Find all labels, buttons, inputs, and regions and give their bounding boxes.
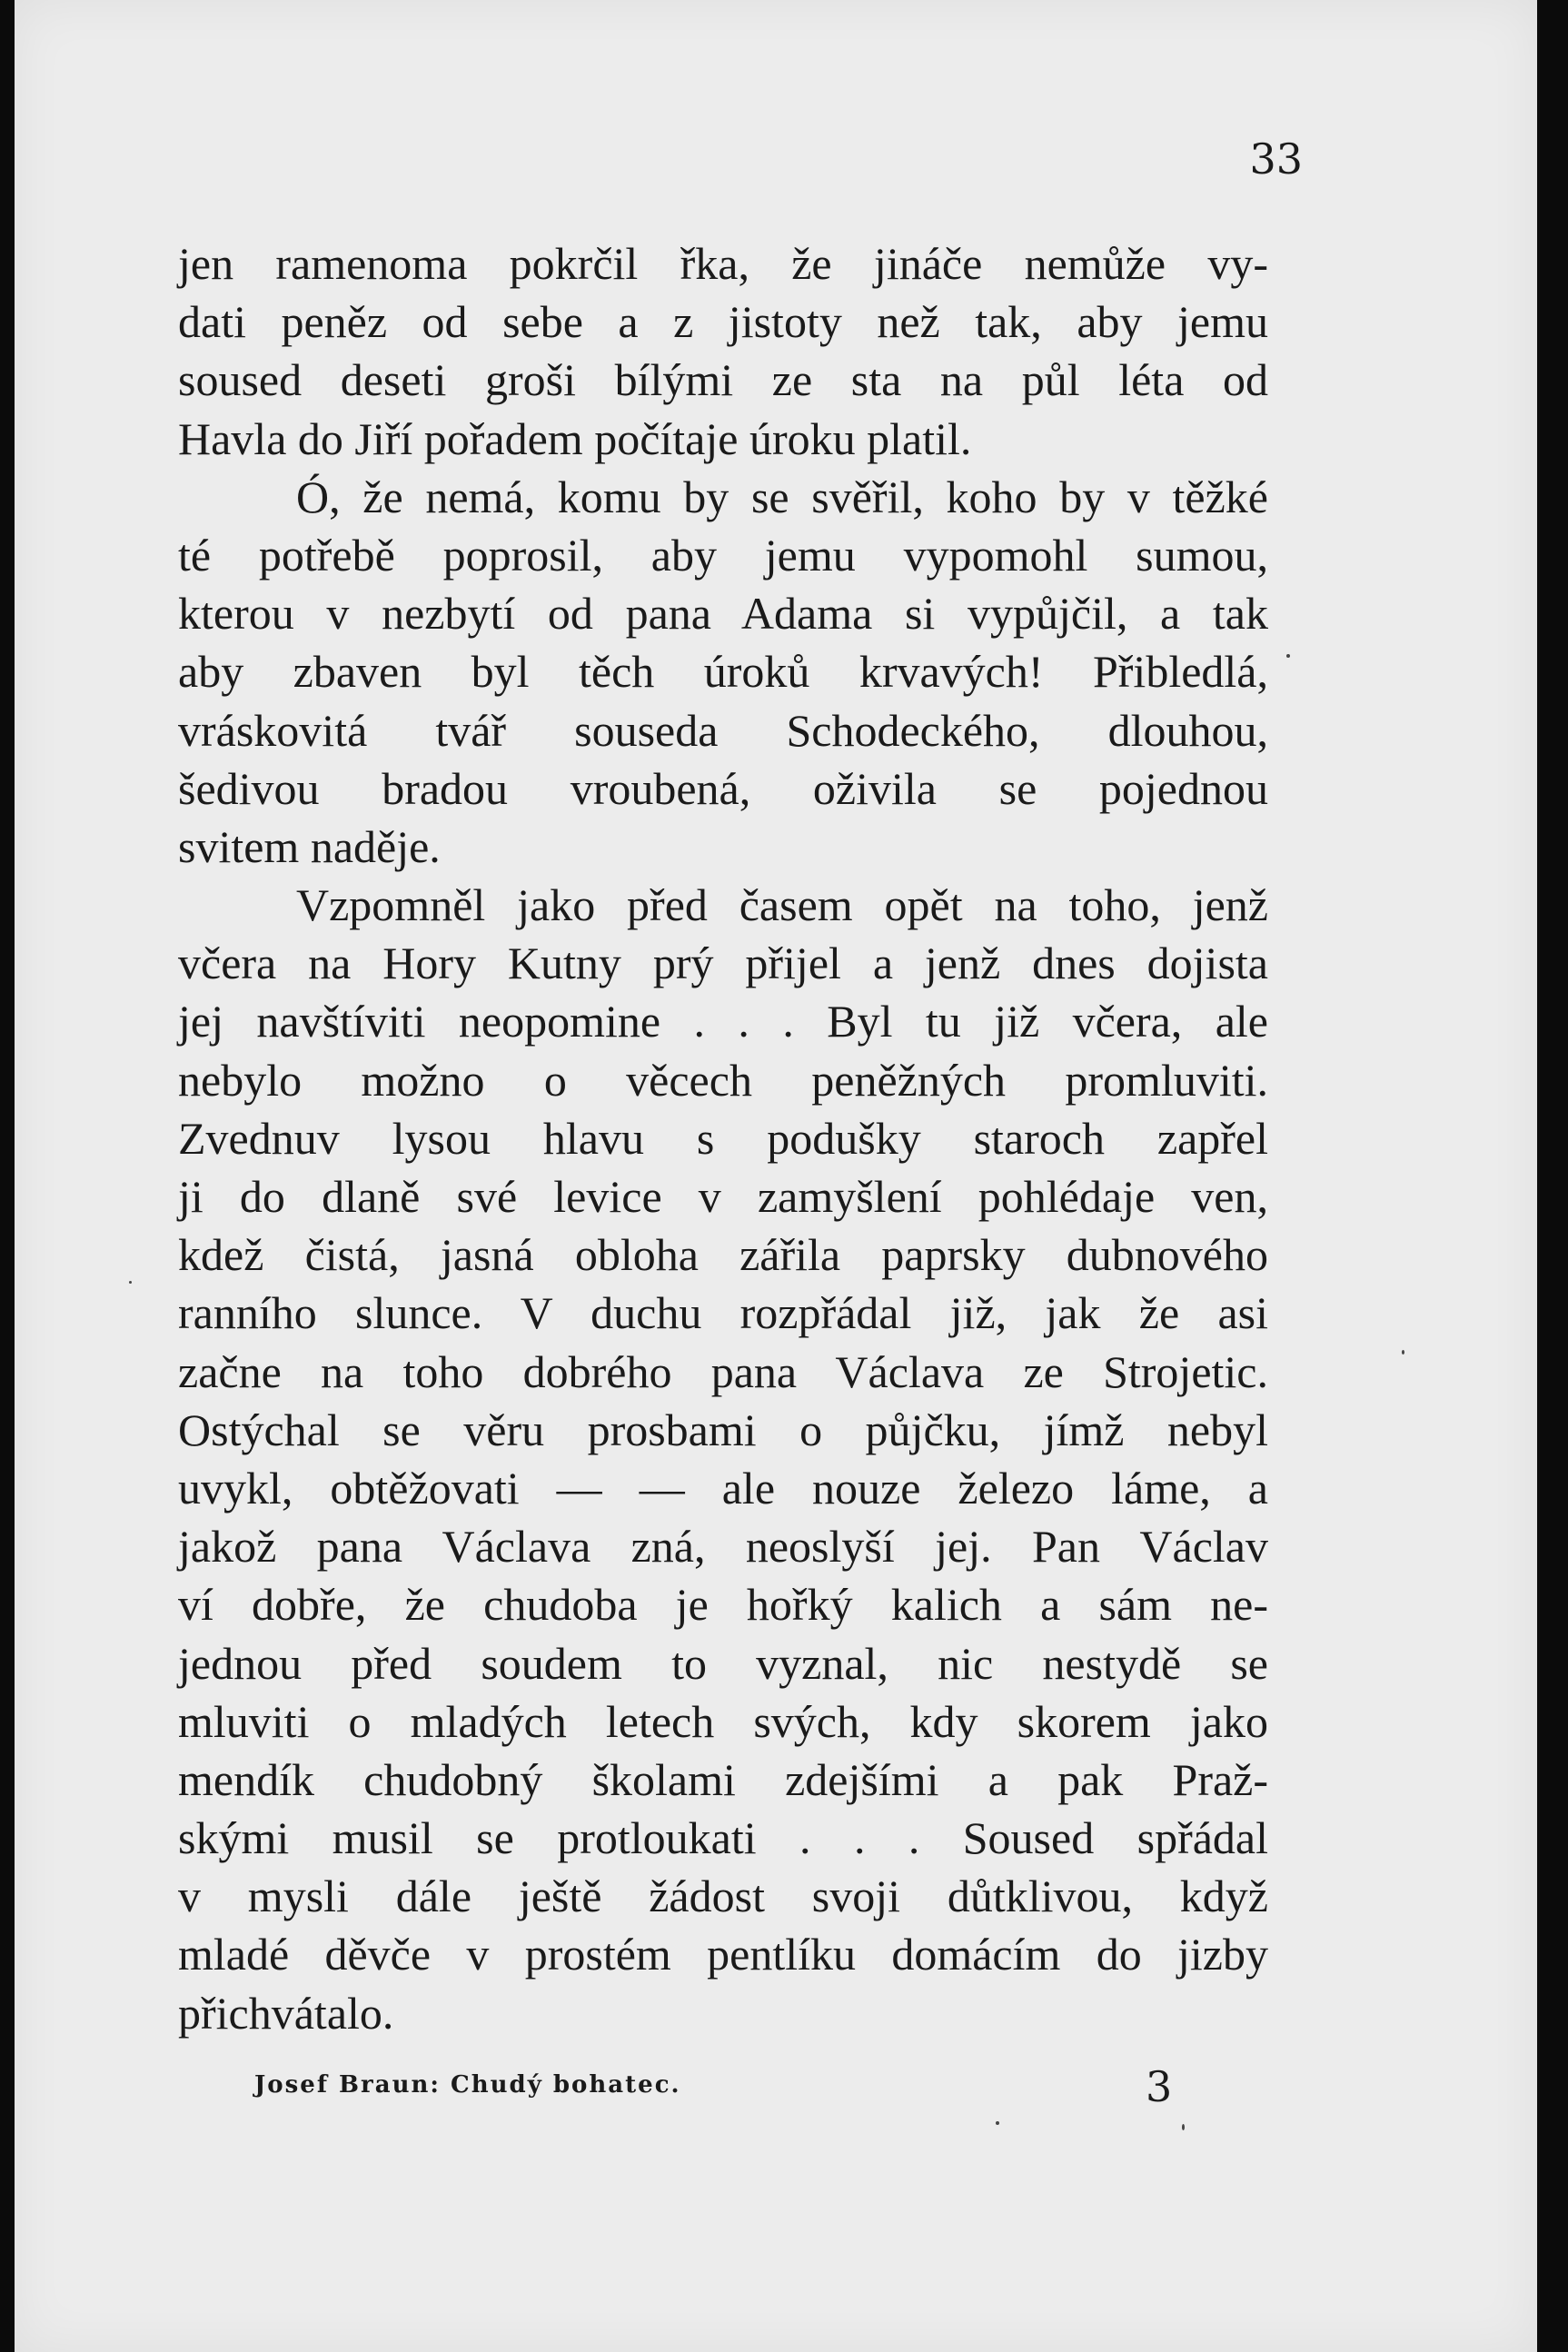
- text-line: kdež čistá, jasná obloha zářila paprsky dubnového: [178, 1229, 1268, 1281]
- text-line: jej navštíviti neopomine . . . Byl tu již včera, ale: [178, 996, 1268, 1047]
- text-line: soused deseti groši bílými ze sta na půl léta od: [178, 354, 1268, 406]
- paper-speck: [1402, 1350, 1404, 1355]
- text-line: Vzpomněl jako před časem opět na toho, jenž: [296, 879, 1268, 931]
- book-page: [15, 0, 1537, 2352]
- text-line: jednou před soudem to vyznal, nic nestydě se: [178, 1637, 1268, 1689]
- text-line: šedivou bradou vroubená, oživila se pojednou: [178, 762, 1268, 814]
- body-text: [178, 234, 1268, 2042]
- text-line: Zvednuv lysou hlavu s podušky staroch zapřel: [178, 1112, 1268, 1164]
- text-line: Ó, že nemá, komu by se svěřil, koho by v těžké: [296, 471, 1268, 522]
- gathering-mark: 3: [1146, 2062, 1173, 2111]
- text-line: jakož pana Václava zná, neoslyší jej. Pan Václav: [178, 1521, 1268, 1573]
- page-number: 33: [1249, 134, 1303, 184]
- text-line: jen ramenoma pokrčil řka, že jináče nemůže vy-: [178, 238, 1268, 289]
- text-line: vráskovitá tvář souseda Schodeckého, dlouhou,: [178, 704, 1268, 756]
- text-line: mendík chudobný školami zdejšími a pak Praž-: [178, 1753, 1268, 1805]
- text-line: v mysli dále ještě žádost svoji důtklivou, když: [178, 1871, 1268, 1922]
- text-line: Ostýchal se věru prosbami o půjčku, jímž nebyl: [178, 1404, 1268, 1455]
- text-line: přichvátalo.: [178, 1987, 394, 2039]
- text-line: ranního slunce. V duchu rozpřádal již, jak že asi: [178, 1287, 1268, 1339]
- text-line: skými musil se protloukati . . . Soused spřádal: [178, 1812, 1268, 1864]
- text-line: mluviti o mladých letech svých, kdy skorem jako: [178, 1695, 1268, 1747]
- signature-line: Josef Braun: Chudý bohatec.: [254, 2071, 681, 2099]
- text-line: ji do dlaně své levice v zamyšlení pohlédaje ven,: [178, 1171, 1268, 1222]
- text-line: včera na Hory Kutny prý přijel a jenž dnes dojista: [178, 938, 1268, 989]
- text-line: mladé děvče v prostém pentlíku domácím do jizby: [178, 1929, 1268, 1980]
- text-line: svitem naděje.: [178, 820, 441, 872]
- text-line: dati peněz od sebe a z jistoty než tak, aby jemu: [178, 296, 1268, 348]
- paper-speck: [129, 1281, 132, 1284]
- text-line: té potřebě poprosil, aby jemu vypomohl sumou,: [178, 529, 1268, 581]
- text-line: aby zbaven byl těch úroků krvavých! Přibledlá,: [178, 646, 1268, 698]
- text-line: Havla do Jiří pořadem počítaje úroku platil.: [178, 412, 972, 464]
- paper-speck: [1286, 654, 1290, 658]
- text-line: nebylo možno o věcech peněžných promluviti.: [178, 1054, 1268, 1106]
- paper-speck: [1182, 2124, 1185, 2130]
- paper-speck: [996, 2121, 999, 2125]
- text-line: uvykl, obtěžovati — — ale nouze železo láme, a: [178, 1462, 1268, 1513]
- text-line: začne na toho dobrého pana Václava ze Strojetic.: [178, 1345, 1268, 1397]
- text-line: ví dobře, že chudoba je hořký kalich a sám ne-: [178, 1579, 1268, 1631]
- text-line: kterou v nezbytí od pana Adama si vypůjčil, a tak: [178, 588, 1268, 640]
